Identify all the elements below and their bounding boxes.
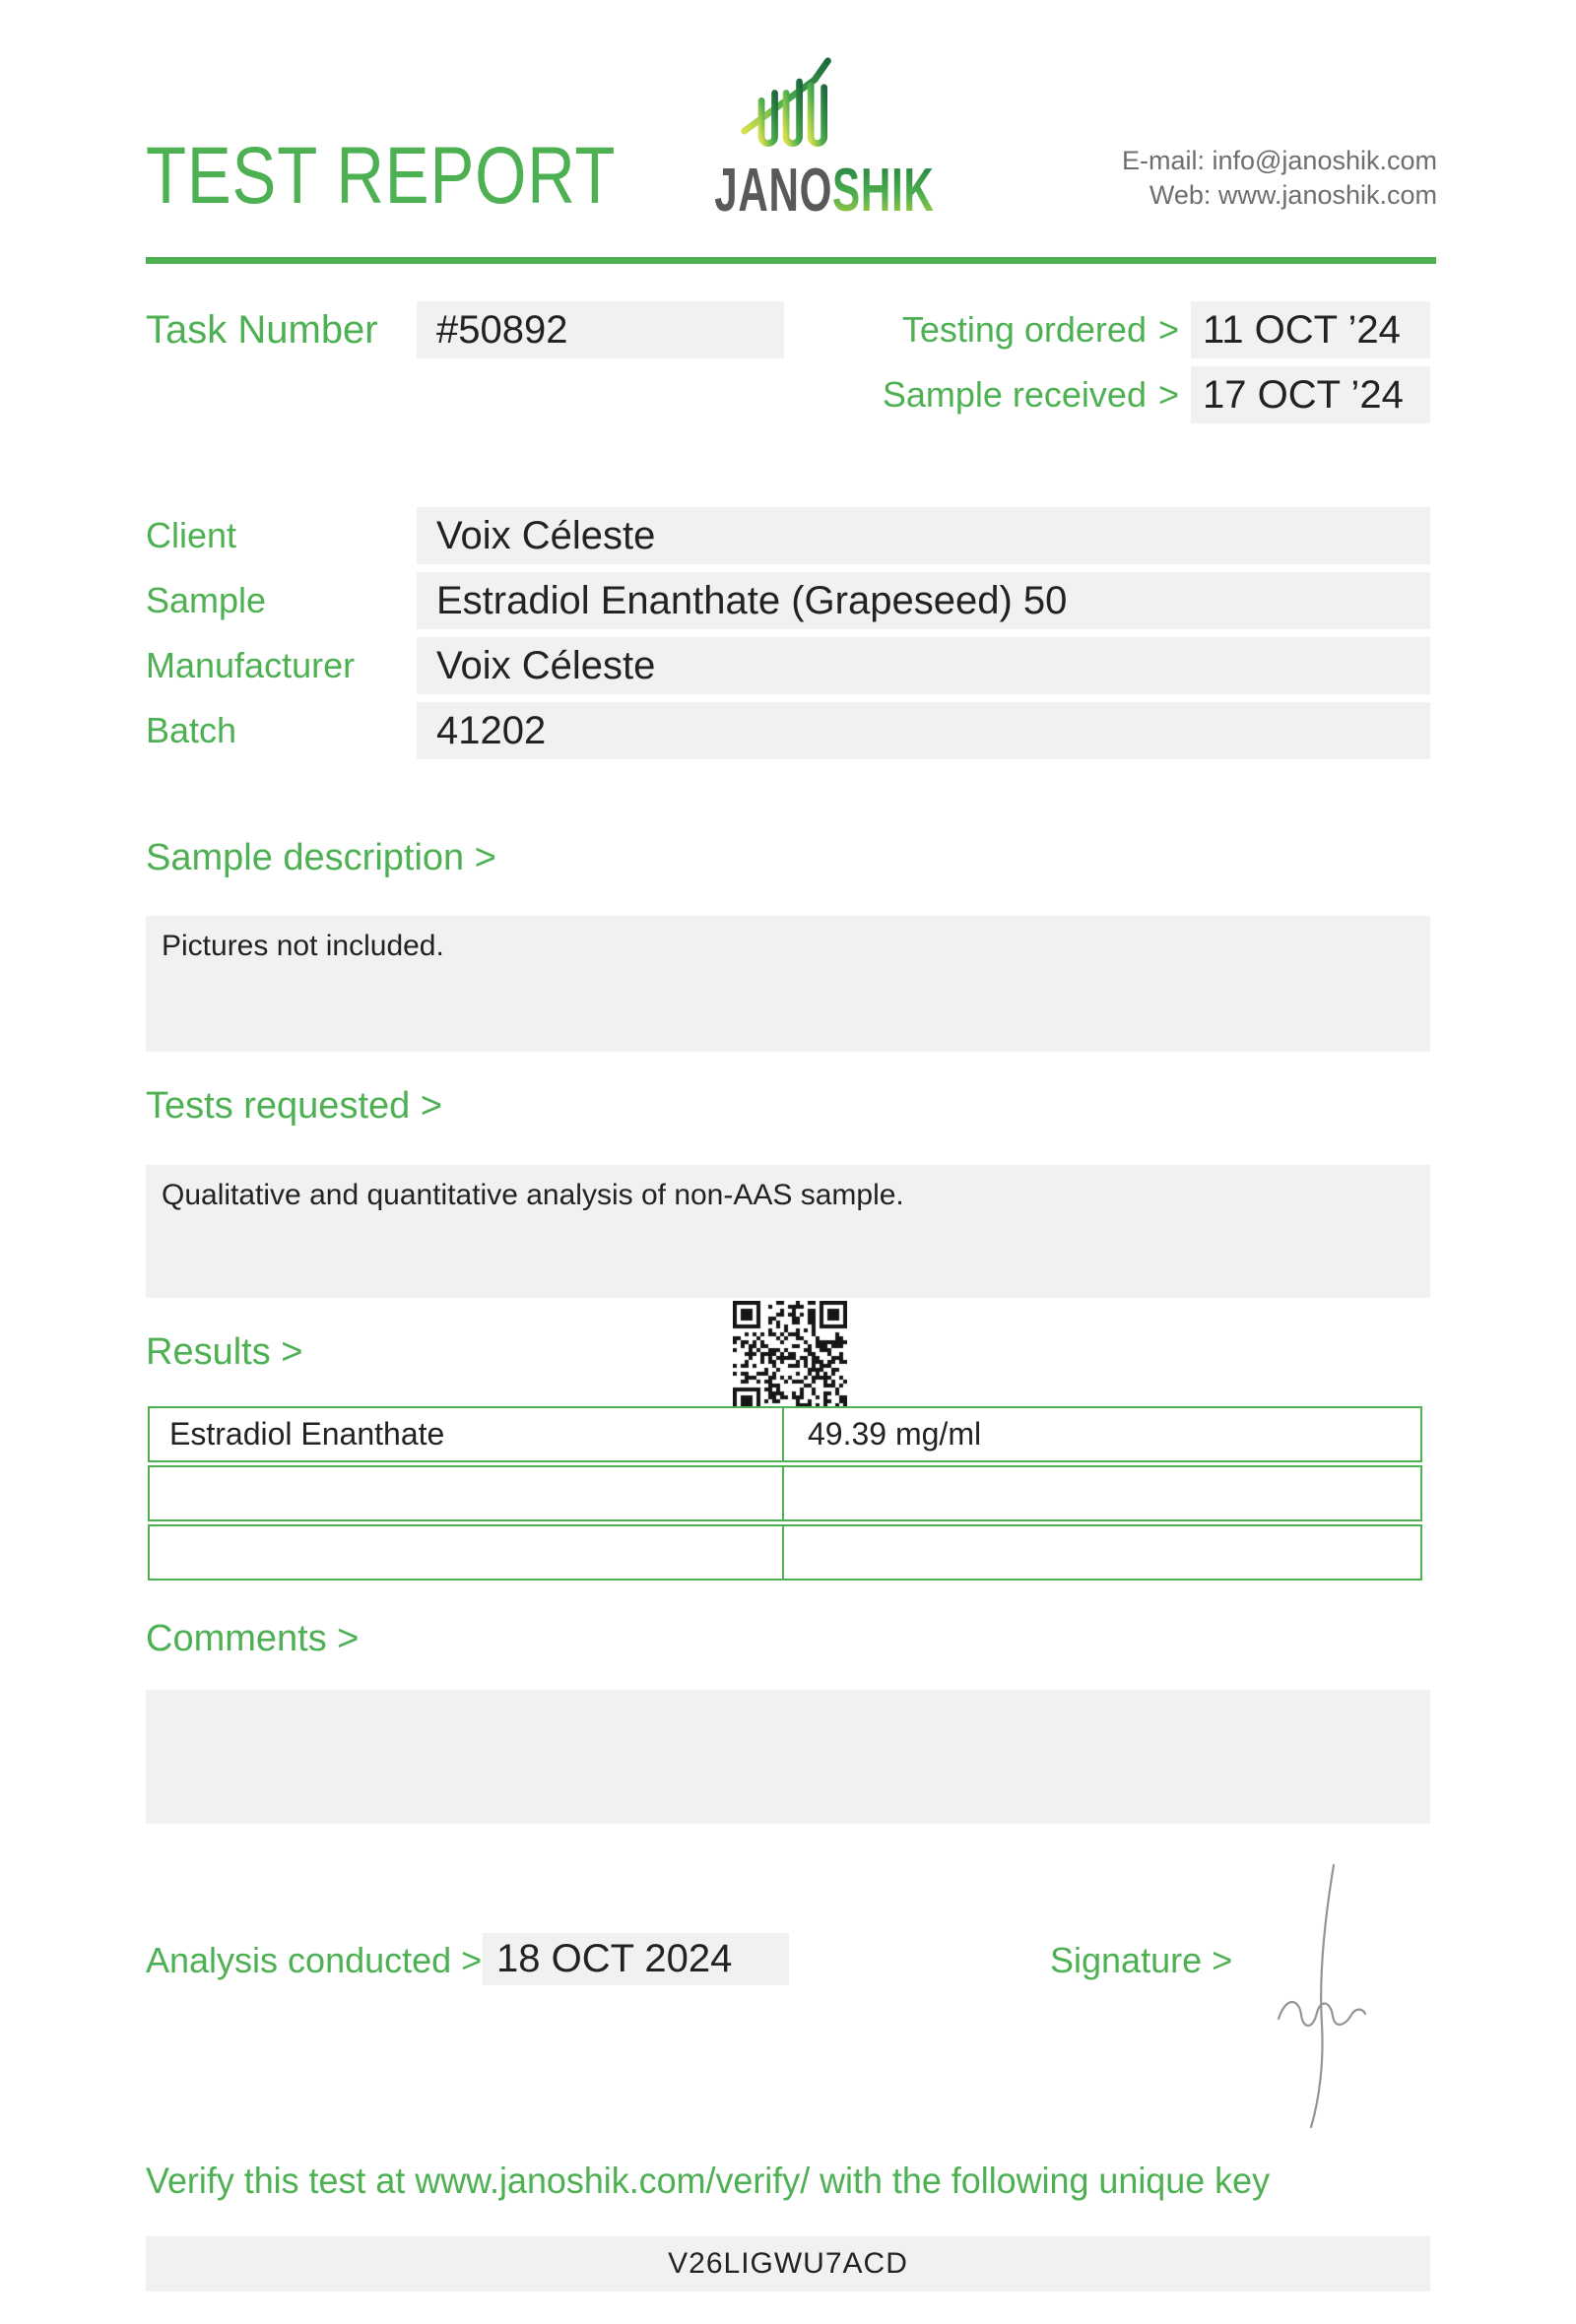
manufacturer-value: Voix Céleste <box>417 637 1430 694</box>
results-value-cell: 49.39 mg/ml <box>782 1406 1422 1462</box>
sample-description-box: Pictures not included. <box>146 916 1430 1052</box>
manufacturer-label: Manufacturer <box>146 645 356 685</box>
analysis-date-value: 18 OCT 2024 <box>483 1933 789 1985</box>
logo-wordmark <box>714 157 935 225</box>
testing-ordered-label: Testing ordered <box>901 309 1147 350</box>
testing-ordered-arrow: > <box>1157 309 1179 350</box>
manufacturer-row <box>146 637 1430 694</box>
results-row-3 <box>148 1524 1422 1581</box>
comments-box <box>146 1690 1430 1824</box>
results-analyte-cell <box>148 1465 784 1521</box>
sample-value: Estradiol Enanthate (Grapeseed) 50 <box>417 572 1430 629</box>
contact-web: Web: www.janoshik.com <box>1149 180 1437 210</box>
janoshik-logo <box>680 55 935 225</box>
chart-arrow-icon <box>737 55 839 160</box>
tests-requested-heading: Tests requested > <box>146 1085 443 1127</box>
sample-received-value: 17 OCT ’24 <box>1191 366 1430 423</box>
sample-row <box>146 572 1430 629</box>
tests-requested-box: Qualitative and quantitative analysis of non-AAS sample. <box>146 1165 1430 1298</box>
results-analyte-cell <box>148 1524 784 1581</box>
client-value: Voix Céleste <box>417 507 1430 564</box>
page-title: TEST REPORT <box>146 131 617 221</box>
task-number-label: Task Number <box>146 307 378 352</box>
results-row-2 <box>148 1465 1422 1521</box>
contact-info <box>1122 144 1437 213</box>
task-number-value: #50892 <box>417 301 784 358</box>
testing-ordered-row <box>867 301 1430 358</box>
client-label: Client <box>146 515 237 555</box>
sample-received-row <box>867 366 1430 423</box>
results-row-1 <box>148 1406 1422 1462</box>
analysis-conducted-label: Analysis conducted > <box>146 1940 483 1980</box>
results-value-cell <box>782 1524 1422 1581</box>
verify-instruction: Verify this test at www.janoshik.com/verify/ with the following unique key <box>146 2161 1271 2201</box>
batch-value: 41202 <box>417 702 1430 759</box>
results-table <box>148 1406 1422 1581</box>
sample-received-label: Sample received <box>882 374 1147 415</box>
testing-ordered-value: 11 OCT ’24 <box>1191 301 1430 358</box>
results-analyte-cell: Estradiol Enanthate <box>148 1406 784 1462</box>
signature-label: Signature > <box>1050 1940 1233 1980</box>
client-row <box>146 507 1430 564</box>
sample-received-arrow: > <box>1157 374 1179 415</box>
sample-label: Sample <box>146 580 267 620</box>
comments-heading: Comments > <box>146 1618 360 1659</box>
task-number-row <box>146 301 784 358</box>
contact-email: E-mail: info@janoshik.com <box>1121 146 1437 175</box>
batch-label: Batch <box>146 710 237 750</box>
batch-row <box>146 702 1430 759</box>
signature-icon <box>1263 1859 1381 2135</box>
results-value-cell <box>782 1465 1422 1521</box>
results-heading: Results > <box>146 1331 303 1373</box>
logo-text-shik: SHIK <box>832 157 935 225</box>
header-divider <box>146 257 1436 264</box>
logo-text-jano: JANO <box>714 157 833 225</box>
sample-description-heading: Sample description > <box>146 837 496 878</box>
unique-key-value: V26LIGWU7ACD <box>146 2236 1430 2292</box>
qr-code-icon <box>733 1301 847 1415</box>
